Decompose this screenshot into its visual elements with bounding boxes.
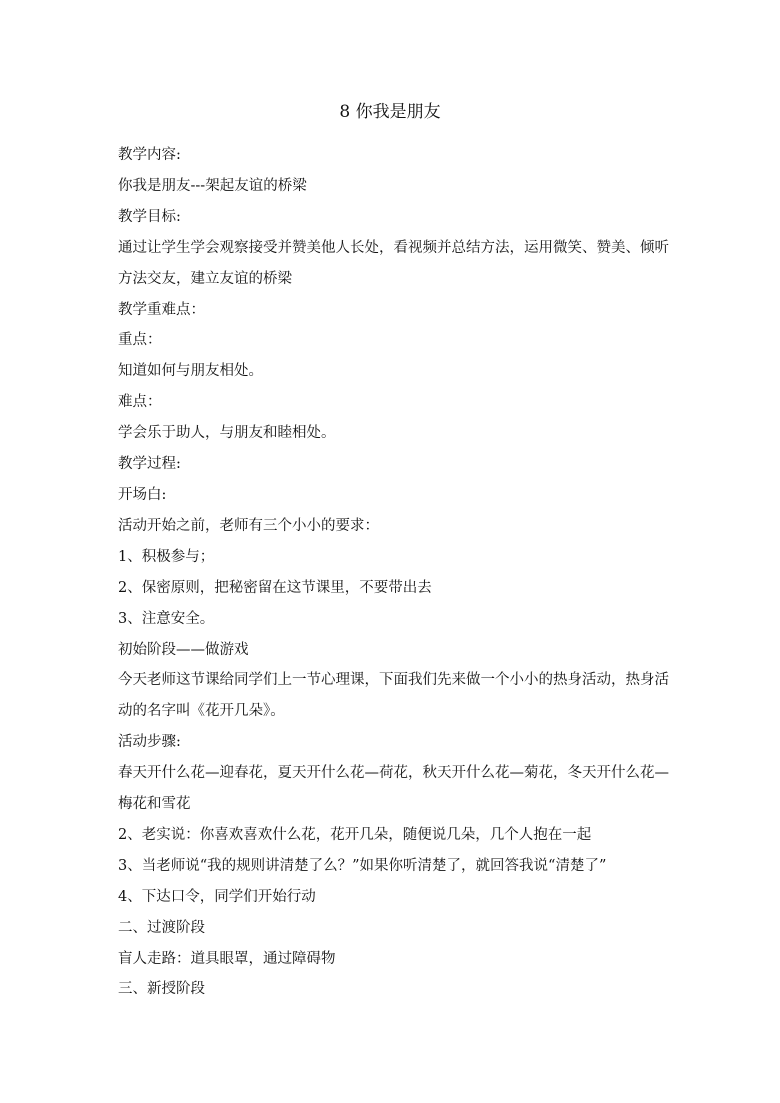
paragraph-line: 活动开始之前，老师有三个小小的要求： [118,517,379,534]
paragraph-line: 难点： [118,394,162,411]
paragraph-line: 1、积极参与； [118,548,215,565]
paragraph-line: 二、过渡阶段 [118,919,205,936]
paragraph-line: 4、下达口令，同学们开始行动 [118,888,316,905]
paragraph-line: 2、老实说：你喜欢喜欢什么花，花开几朵，随便说几朵，几个人抱在一起 [118,826,592,843]
paragraph-line: 今天老师这节课给同学们上一节心理课，下面我们先来做一个小小的热身活动，热身活动的名字叫《花开几朵》。 [118,672,669,720]
paragraph-line: 三、新授阶段 [118,981,205,998]
paragraph-line: 知道如何与朋友相处。 [118,363,263,380]
paragraph-line: 教学内容: [118,147,181,163]
paragraph-line: 2、保密原则，把秘密留在这节课里，不要带出去 [118,579,432,596]
document-title: 8 你我是朋友 [339,102,441,122]
paragraph-line: 你我是朋友---架起友谊的桥梁 [118,177,307,194]
paragraph-line: 初始阶段——做游戏 [118,641,249,658]
paragraph-line: 活动步骤: [118,734,181,751]
paragraph-line: 3、当老师说“我的规则讲清楚了么？”如果你听清楚了，就回答我说“清楚了” [118,857,607,874]
paragraph-line: 通过让学生学会观察接受并赞美他人长处，看视频并总结方法，运用微笑、赞美、倾听方法交友，建立友谊的桥梁 [118,239,669,287]
paragraph-line: 开场白: [118,486,167,503]
paragraph-line: 盲人走路：道具眼罩，通过障碍物 [118,950,336,967]
paragraph-line: 3、注意安全。 [118,610,215,627]
paragraph-line: 教学过程: [118,456,181,473]
paragraph-line: 春天开什么花—迎春花，夏天开什么花—荷花，秋天开什么花—菊花，冬天开什么花—梅花和雪花 [118,765,669,813]
paragraph-line: 学会乐于助人，与朋友和睦相处。 [118,425,336,442]
paragraph-line: 教学目标: [118,208,181,225]
paragraph-line: 教学重难点： [118,301,205,318]
paragraph-line: 重点： [118,332,162,349]
document-body [118,140,678,1005]
